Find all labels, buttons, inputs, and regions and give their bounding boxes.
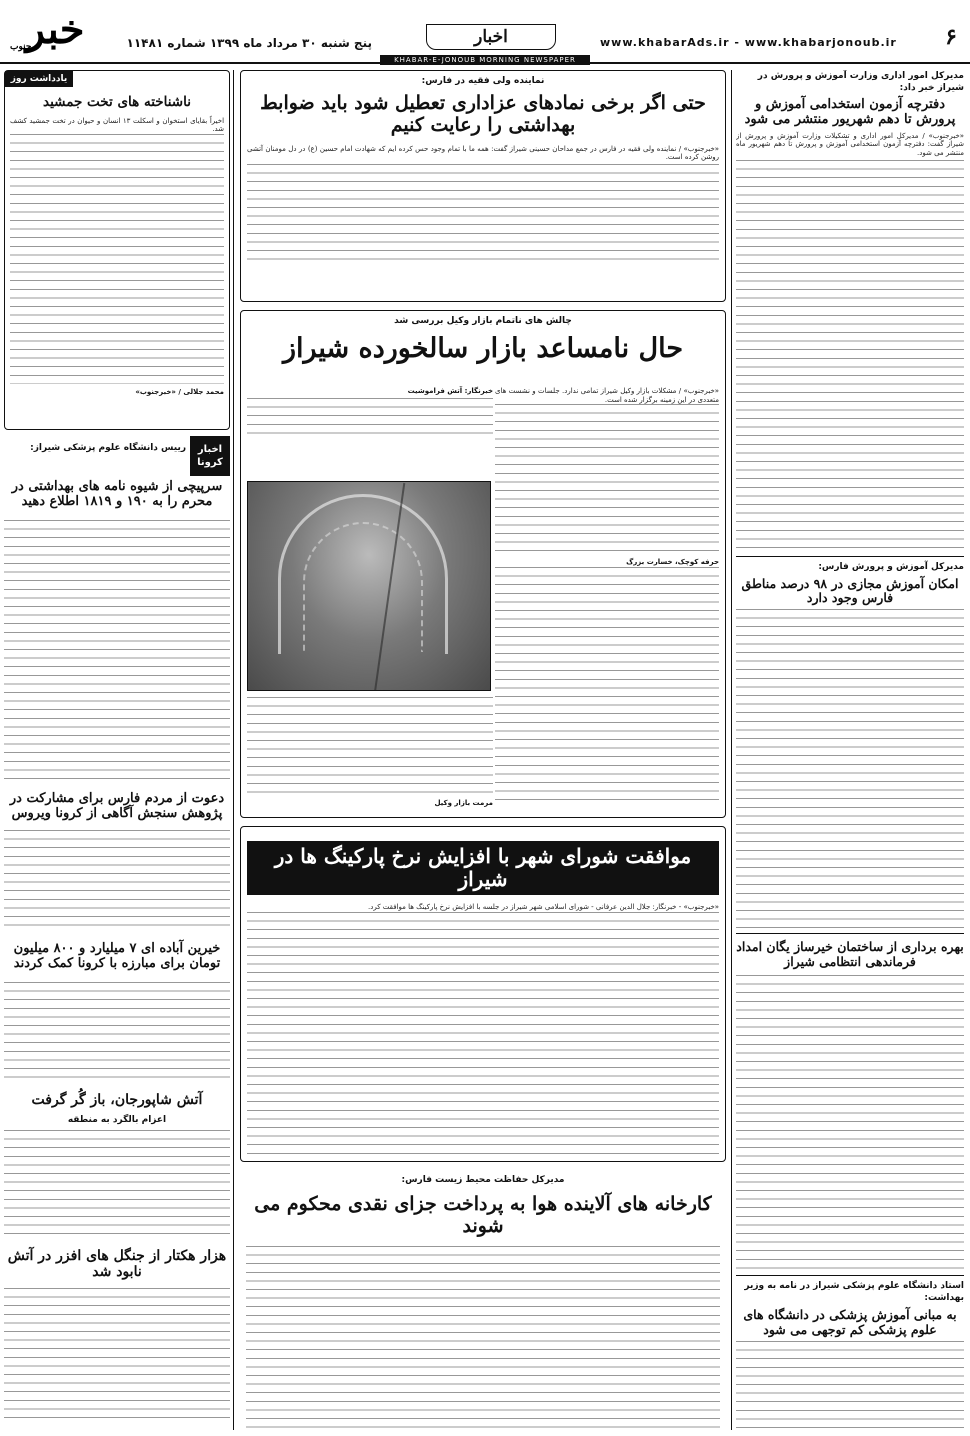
article-headline[interactable]: حال نامساعد بازار سالخورده شیراز [282,333,684,364]
article-subhead: مرمت بازار وکیل [434,799,493,807]
article-author: محمد جلالی / «خبرجنوب» [135,387,224,396]
article-kicker: چالش های ناتمام بازار وکیل بررسی شد [394,316,572,326]
website-urls[interactable]: www.khabarAds.ir - www.khabarjonoub.ir [600,36,897,49]
column-divider [731,70,732,1430]
article-body-text [736,609,964,929]
article-body-text [246,1246,720,1430]
article-headline[interactable]: موافقت شورای شهر با افزایش نرخ پارکینگ ها در شیراز [247,841,719,895]
article-headline[interactable]: دفترچه آزمون استخدامی آموزش و پرورش تا دهم شهریور منتشر می شود [744,97,956,127]
article-lead: «خبرجنوب» / مشکلات بازار وکیل شیراز تمامی ندارد. جلسات و نشست های متعددی در این زمینه برگزار شده است. [495,387,719,404]
logo-text: خبر [25,6,85,53]
article-headline[interactable]: خیرین آباده ای ۷ میلیارد و ۸۰۰ میلیون تومان برای مبارزه با کرونا کمک کردند [13,941,221,971]
newspaper-banner: KHABAR-E-JONOUB MORNING NEWSPAPER [380,55,590,65]
article-headline[interactable]: امکان آموزش مجازی در ۹۸ درصد مناطق فارس وجود دارد [741,575,959,606]
article-headline[interactable]: سرپیچی از شیوه نامه های بهداشتی در محرم را به ۱۹۰ و ۱۸۱۹ اطلاع دهید [11,479,223,509]
column-divider [233,70,234,1430]
corona-news-tag: اخبار کرونا [190,436,230,476]
article-headline[interactable]: بهره برداری از ساختمان خیرساز یگان امداد فرماندهی انتظامی شیراز [736,939,964,969]
article-lead: «خبرجنوب» / نماینده ولی فقیه در فارس در جمع مداحان حسینی شیراز گفت: همه ما با تمام وجود حس کرده ایم که شهادت امام حسین (ع) در دل مومنان آتشی روشن کرده است. [247,144,719,162]
article-kicker: مدیرکل حفاظت محیط زیست فارس: [401,1175,565,1185]
article-headline[interactable]: ناشناخته های تخت جمشید [42,94,191,110]
article-headline[interactable]: آتش شاپورجان، باز گُر گرفت [31,1092,203,1108]
article-box [240,826,726,1162]
article-box [240,70,726,302]
article-body-text [736,1341,964,1430]
article-body-text [4,830,230,932]
article-headline[interactable]: هزار هکتار از جنگل های افزر در آتش نابود شد [7,1248,227,1281]
article-lead: «خبرجنوب» - خبرنگار: جلال الدین عرفانی - شورای اسلامی شهر شیراز در جلسه با افزایش نرخ پارکینگ ها موافقت کرد. [368,903,719,911]
newspaper-logo [6,4,104,56]
article-headline[interactable]: به مبانی آموزش پزشکی در دانشگاه های علوم پزشکی کم توجهی می شود [743,1307,957,1337]
article-headline[interactable]: کارخانه های آلاینده هوا به پرداخت جزای نقدی محکوم می شوند [254,1193,712,1237]
article-body-text [247,164,719,264]
issue-date: پنج شنبه ۳۰ مرداد ماه ۱۳۹۹ شماره ۱۱۴۸۱ [126,36,372,50]
article-subhead: اعزام بالگرد به منطقه [67,1115,167,1125]
page-number: ۶ [945,24,957,50]
article-box [240,310,726,818]
article-box [4,70,230,430]
article-body-text [247,398,493,440]
center-column [240,70,726,1430]
article-kicker: مدیرکل امور اداری وزارت آموزش و پرورش در شیراز خبر داد: [757,71,964,93]
photo-caption: خبرنگار: آتش فراموشیت [407,387,493,395]
column-tag: یادداشت روز [5,71,73,87]
article-kicker: رییس دانشگاه علوم پزشکی شیراز: [30,443,186,453]
article-kicker: نماینده ولی فقیه در فارس: [421,76,545,86]
logo-subtext: جنوب [10,42,32,52]
article-kicker: استاد دانشگاه علوم پزشکی شیراز در نامه به وزیر بهداشت: [744,1281,964,1304]
article-body-text [4,1288,230,1424]
article-body-text [10,134,224,384]
left-column [4,70,230,1430]
right-column [736,70,964,1430]
article-kicker: مدیرکل آموزش و پرورش فارس: [818,561,964,572]
article-body-text [495,567,719,807]
article-body-text [736,160,964,552]
article-body-text [495,404,719,554]
article-body-text [4,982,230,1080]
article-subhead: حرفه کوچک، خسارت بزرگ [626,558,719,567]
article-body-text [247,697,493,797]
article-body-text [736,975,964,1271]
article-box [240,1170,726,1430]
section-title: اخبار [426,24,556,50]
article-headline[interactable]: حتی اگر برخی نمادهای عزاداری تعطیل شود باید ضوابط بهداشتی را رعایت کنیم [260,92,706,136]
article-headline[interactable]: دعوت از مردم فارس برای مشارکت در پژوهش سنجش آگاهی از کرونا ویروس [9,791,225,821]
bazaar-photo [247,481,491,691]
article-body-text [4,1130,230,1236]
article-lead: «خبرجنوب» / مدیرکل امور اداری و تشکیلات وزارت آموزش و پرورش از شیراز گفت: دفترچه آزمون استخدامی آموزش و پرورش تا دهم شهریور ماه منتشر می شود. [736,131,964,158]
article-body-text [247,912,719,1156]
article-body-text [4,520,230,782]
masthead [0,0,970,64]
article-lead: اخیراً بقایای استخوان و اسکلت ۱۳ انسان و حیوان در تخت جمشید کشف شد. [10,116,225,134]
